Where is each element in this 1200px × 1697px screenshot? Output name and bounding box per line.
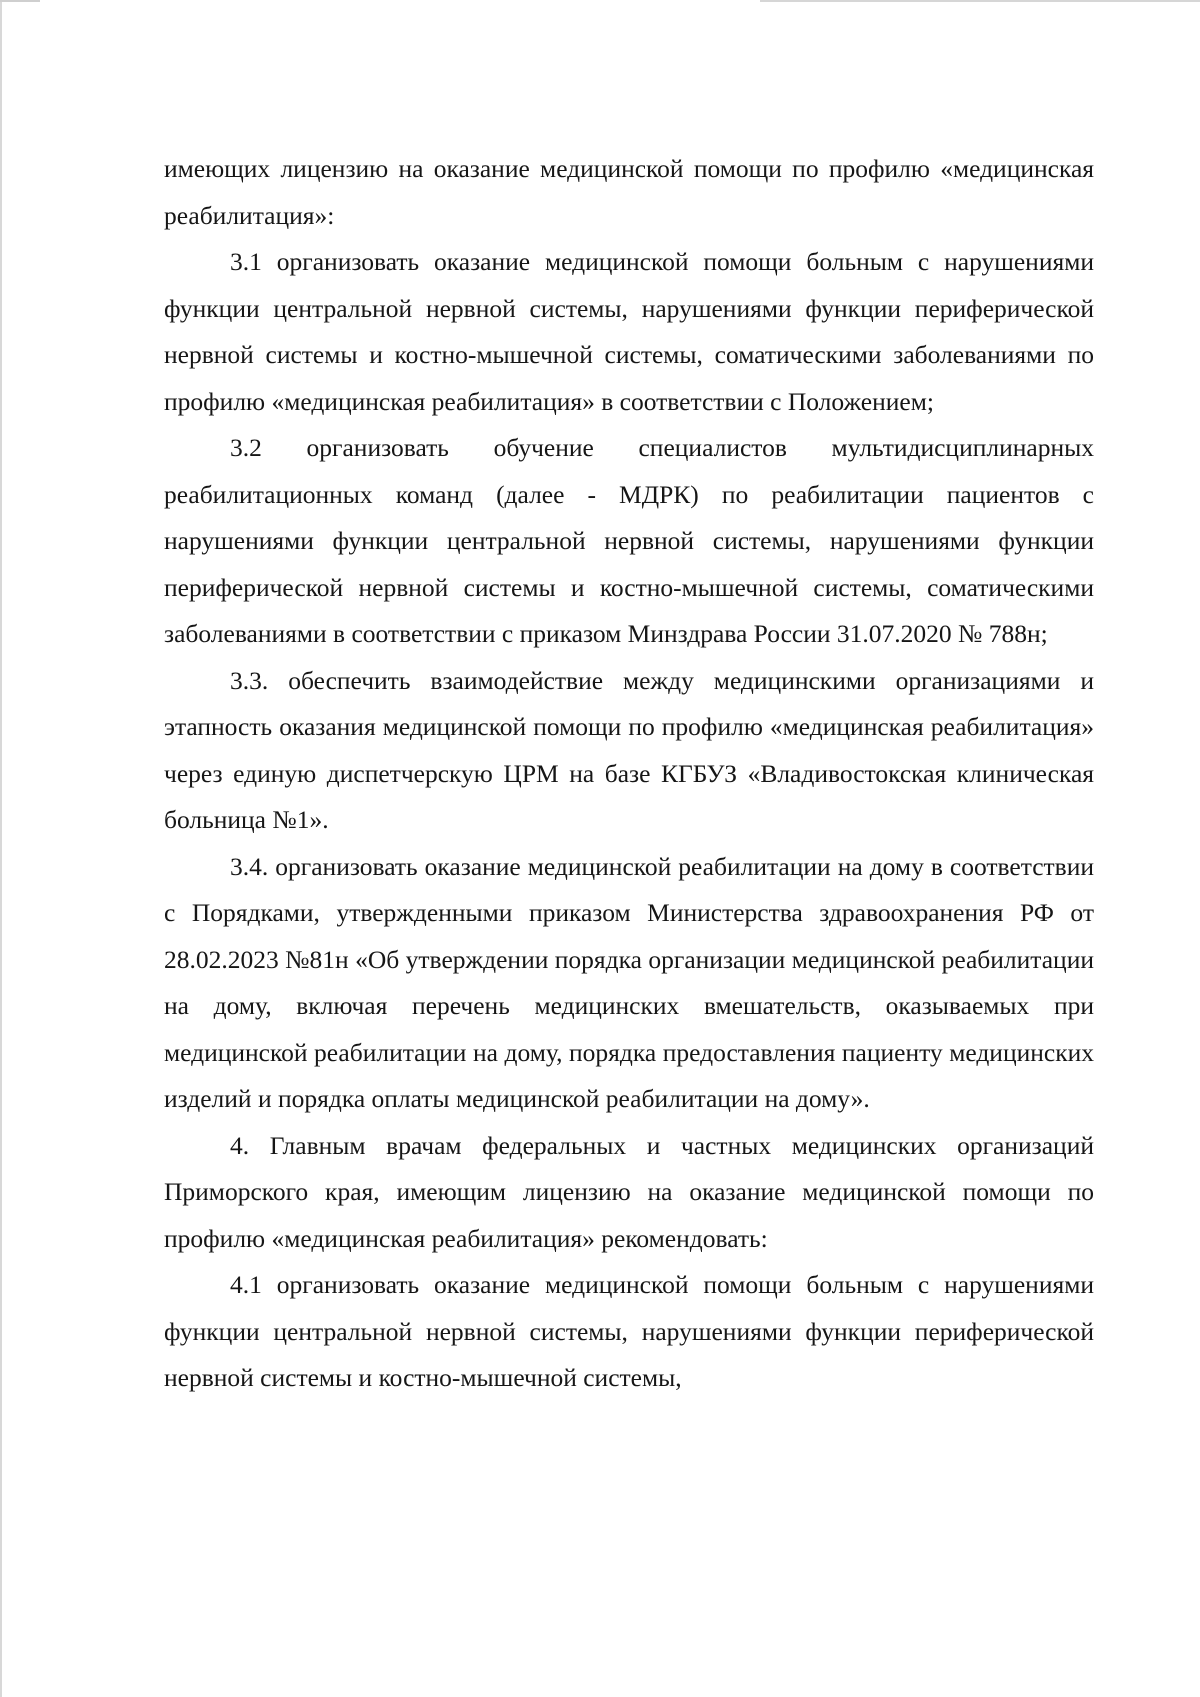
paragraph-3-1: 3.1 организовать оказание медицинской помощи больным с нарушениями функции центральной нервной системы, нарушениями функции периферической нервной системы и костно-мышечной системы, соматическими заболеваниями по профилю «медицинская реабилитация» в соответствии с Положением;: [164, 247, 1094, 416]
paragraph-continuation: имеющих лицензию на оказание медицинской помощи по профилю «медицинская реабилитация»:: [164, 154, 1094, 230]
paragraph-3-3: 3.3. обеспечить взаимодействие между медицинскими организациями и этапность оказания медицинской помощи по профилю «медицинская реабилитация» через единую диспетчерскую ЦРМ на базе КГБУЗ «Владивостокская клиническая больница №1».: [164, 665, 1094, 834]
paragraph-3-2: 3.2 организовать обучение специалистов мультидисциплинарных реабилитационных команд (далее - МДРК) по реабилитации пациентов с нарушениями функции центральной нервной системы, нарушениями функции периферической нервной системы и костно-мышечной системы, соматическими заболеваниями в соответствии с приказом Минздрава России 31.07.2020 № 788н;: [164, 433, 1094, 648]
paragraph-4-1: 4.1 организовать оказание медицинской помощи больным с нарушениями функции центральной нервной системы, нарушениями функции периферической нервной системы и костно-мышечной системы,: [164, 1270, 1094, 1392]
paragraph-3-4: 3.4. организовать оказание медицинской реабилитации на дому в соответствии с Порядками, утвержденными приказом Министерства здравоохранения РФ от 28.02.2023 №81н «Об утверждении порядка организации медицинской реабилитации на дому, включая перечень медицинских вмешательств, оказываемых при медицинской реабилитации на дому, порядка предоставления пациенту медицинских изделий и порядка оплаты медицинской реабилитации на дому».: [164, 851, 1094, 1113]
document-body: [164, 146, 1094, 1402]
paragraph-4: 4. Главным врачам федеральных и частных медицинских организаций Приморского края, имеющим лицензию на оказание медицинской помощи по профилю «медицинская реабилитация» рекомендовать:: [164, 1130, 1094, 1253]
